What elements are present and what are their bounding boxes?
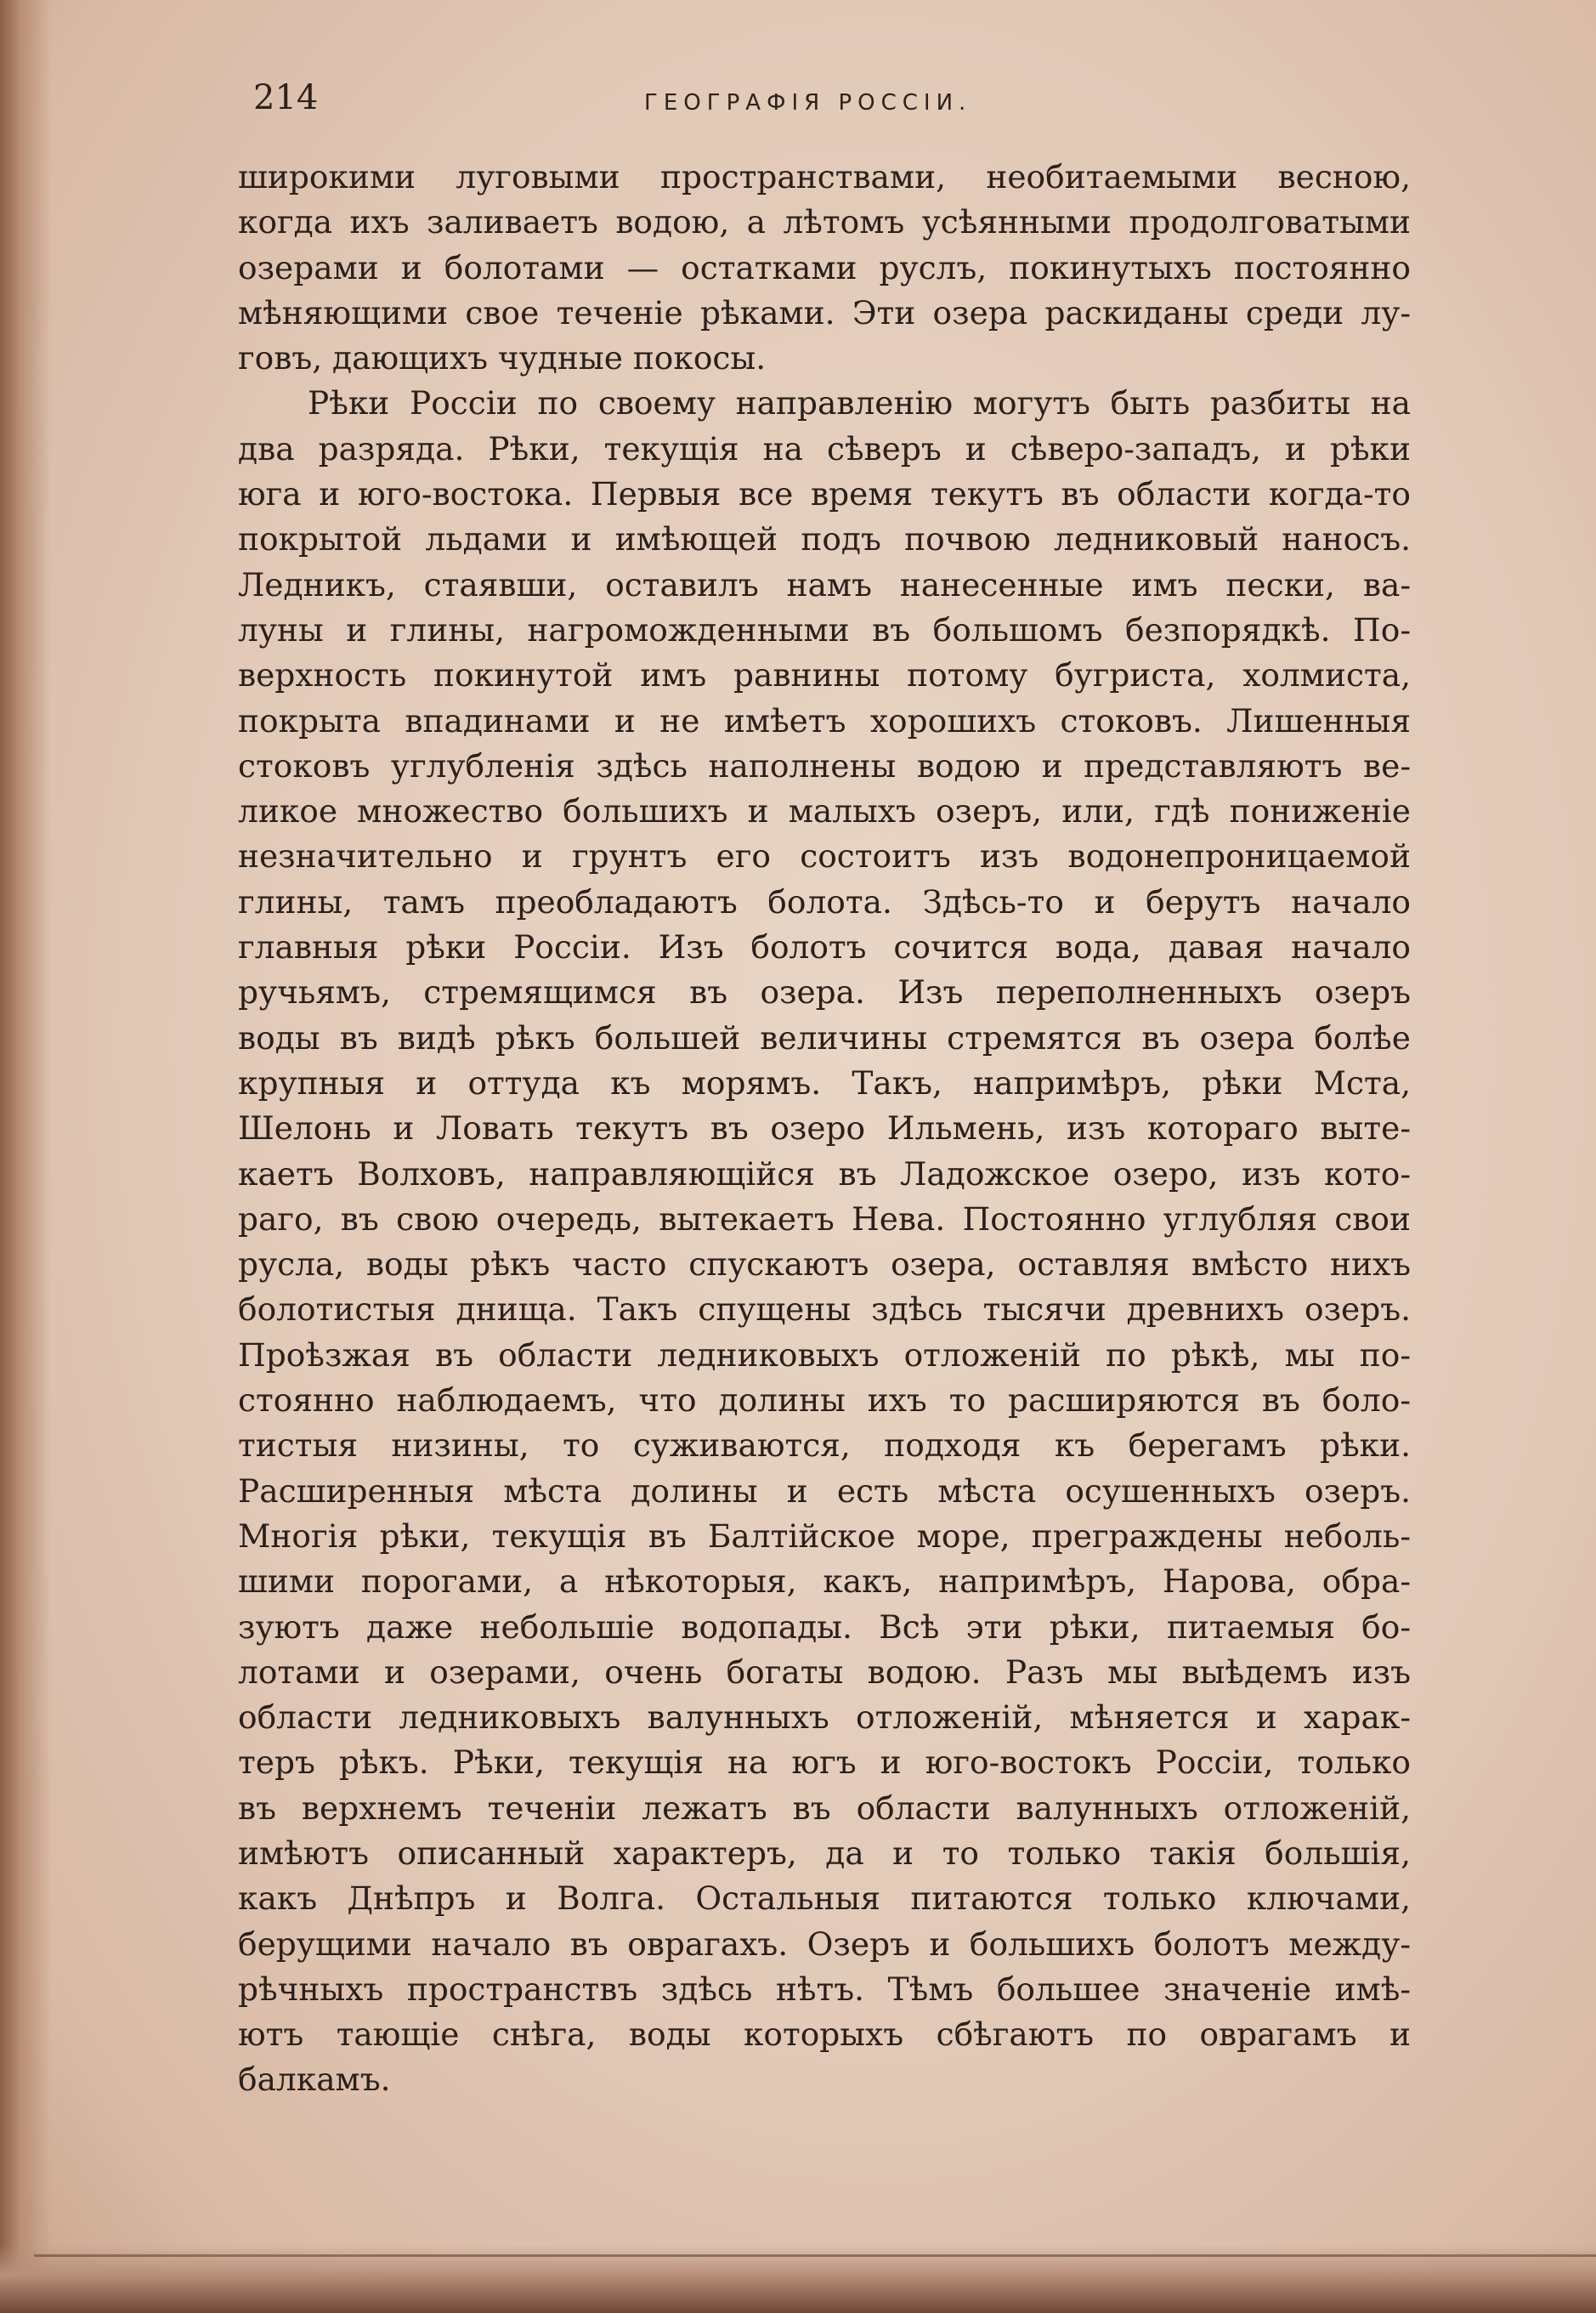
text-line: мѣняющими свое теченіе рѣками. Эти озера раскиданы среди лу- [238,293,1411,332]
text-line: въ верхнемъ теченіи лежатъ въ области валунныхъ отложеній, [238,1789,1411,1827]
text-line: воды въ видѣ рѣкъ большей величины стремятся въ озера болѣе [238,1018,1411,1057]
text-line: широкими луговыми пространствами, необитаемыми весною, [238,158,1411,196]
text-line: покрытой льдами и имѣющей подъ почвою ледниковый наносъ. [238,520,1411,558]
text-line: Проѣзжая въ области ледниковыхъ отложеній по рѣкѣ, мы по- [238,1335,1411,1374]
text-line: раго, въ свою очередь, вытекаетъ Нева. Постоянно углубляя свои [238,1199,1411,1238]
text-line: покрыта впадинами и не имѣетъ хорошихъ стоковъ. Лишенныя [238,701,1411,740]
text-line: Расширенныя мѣста долины и есть мѣста осушенныхъ озеръ. [238,1471,1411,1510]
text-line: русла, воды рѣкъ часто спускаютъ озера, оставляя вмѣсто нихъ [238,1245,1411,1284]
text-line: лотами и озерами, очень богаты водою. Разъ мы выѣдемъ изъ [238,1653,1411,1691]
text-line: Ледникъ, стаявши, оставилъ намъ нанесенные имъ пески, ва- [238,565,1411,604]
text-line: балкамъ. [238,2061,391,2099]
text-line: незначительно и грунтъ его состоитъ изъ водонепроницаемой [238,837,1411,876]
text-line: глины, тамъ преобладаютъ болота. Здѣсь-то и берутъ начало [238,882,1411,921]
text-line: стоковъ углубленія здѣсь наполнены водою и представляютъ ве- [238,746,1411,785]
page-number: 214 [253,78,319,117]
text-line: ютъ тающіе снѣга, воды которыхъ сбѣгаютъ по оврагамъ и [238,2015,1411,2054]
text-line: стоянно наблюдаемъ, что долины ихъ то расширяются въ боло- [238,1381,1411,1420]
text-line: верхность покинутой имъ равнины потому бугриста, холмиста, [238,656,1411,694]
text-line: крупныя и оттуда къ морямъ. Такъ, напримѣръ, рѣки Мста, [238,1063,1411,1102]
text-line: каетъ Волховъ, направляющійся въ Ладожское озеро, изъ кото- [238,1154,1411,1193]
text-line: тистыя низины, то суживаются, подходя къ берегамъ рѣки. [238,1426,1411,1465]
text-line: луны и глины, нагроможденными въ большомъ безпорядкѣ. По- [238,610,1411,649]
text-line: ликое множество большихъ и малыхъ озеръ, или, гдѣ пониженіе [238,792,1411,831]
running-title: ГЕОГРАФІЯ РОССІИ. [644,90,972,116]
text-line: когда ихъ заливаетъ водою, а лѣтомъ усѣянными продолговатыми [238,203,1411,241]
text-line: озерами и болотами — остатками руслъ, покинутыхъ постоянно [238,248,1411,286]
text-line: шими порогами, а нѣкоторыя, какъ, напримѣръ, Нарова, обра- [238,1562,1411,1601]
text-line: два разряда. Рѣки, текущія на сѣверъ и сѣверо-западъ, и рѣки [238,429,1411,468]
page-header [253,78,1409,129]
text-line: какъ Днѣпръ и Волга. Остальныя питаются только ключами, [238,1879,1411,1918]
text-line: имѣютъ описанный характеръ, да и то только такія большія, [238,1834,1411,1872]
text-line: зуютъ даже небольшіе водопады. Всѣ эти рѣки, питаемыя бо- [238,1607,1411,1646]
paragraph-first-line: Рѣки Россіи по своему направленію могутъ быть разбиты на [308,384,1411,422]
text-line: ручьямъ, стремящимся въ озера. Изъ переполненныхъ озеръ [238,973,1411,1012]
text-line: теръ рѣкъ. Рѣки, текущія на югъ и юго-востокъ Россіи, только [238,1743,1411,1782]
text-line: берущими начало въ оврагахъ. Озеръ и большихъ болотъ между- [238,1925,1411,1963]
text-line: рѣчныхъ пространствъ здѣсь нѣтъ. Тѣмъ большее значеніе имѣ- [238,1970,1411,2008]
text-line: говъ, дающихъ чудные покосы. [238,339,767,377]
page-bottom-line [34,2254,1596,2257]
text-line: Многія рѣки, текущія въ Балтійское море, преграждены неболь- [238,1516,1411,1555]
text-line: Шелонь и Ловать текутъ въ озеро Ильмень, изъ котораго выте- [238,1109,1411,1148]
spine-shadow [0,0,51,2313]
text-line: юга и юго-востока. Первыя все время текутъ въ области когда-то [238,475,1411,513]
text-line: болотистыя днища. Такъ спущены здѣсь тысячи древнихъ озеръ. [238,1290,1411,1329]
text-line: главныя рѣки Россіи. Изъ болотъ сочится вода, давая начало [238,928,1411,967]
text-line: области ледниковыхъ валунныхъ отложеній, мѣняется и харак- [238,1698,1411,1737]
body-text [238,155,1411,2103]
